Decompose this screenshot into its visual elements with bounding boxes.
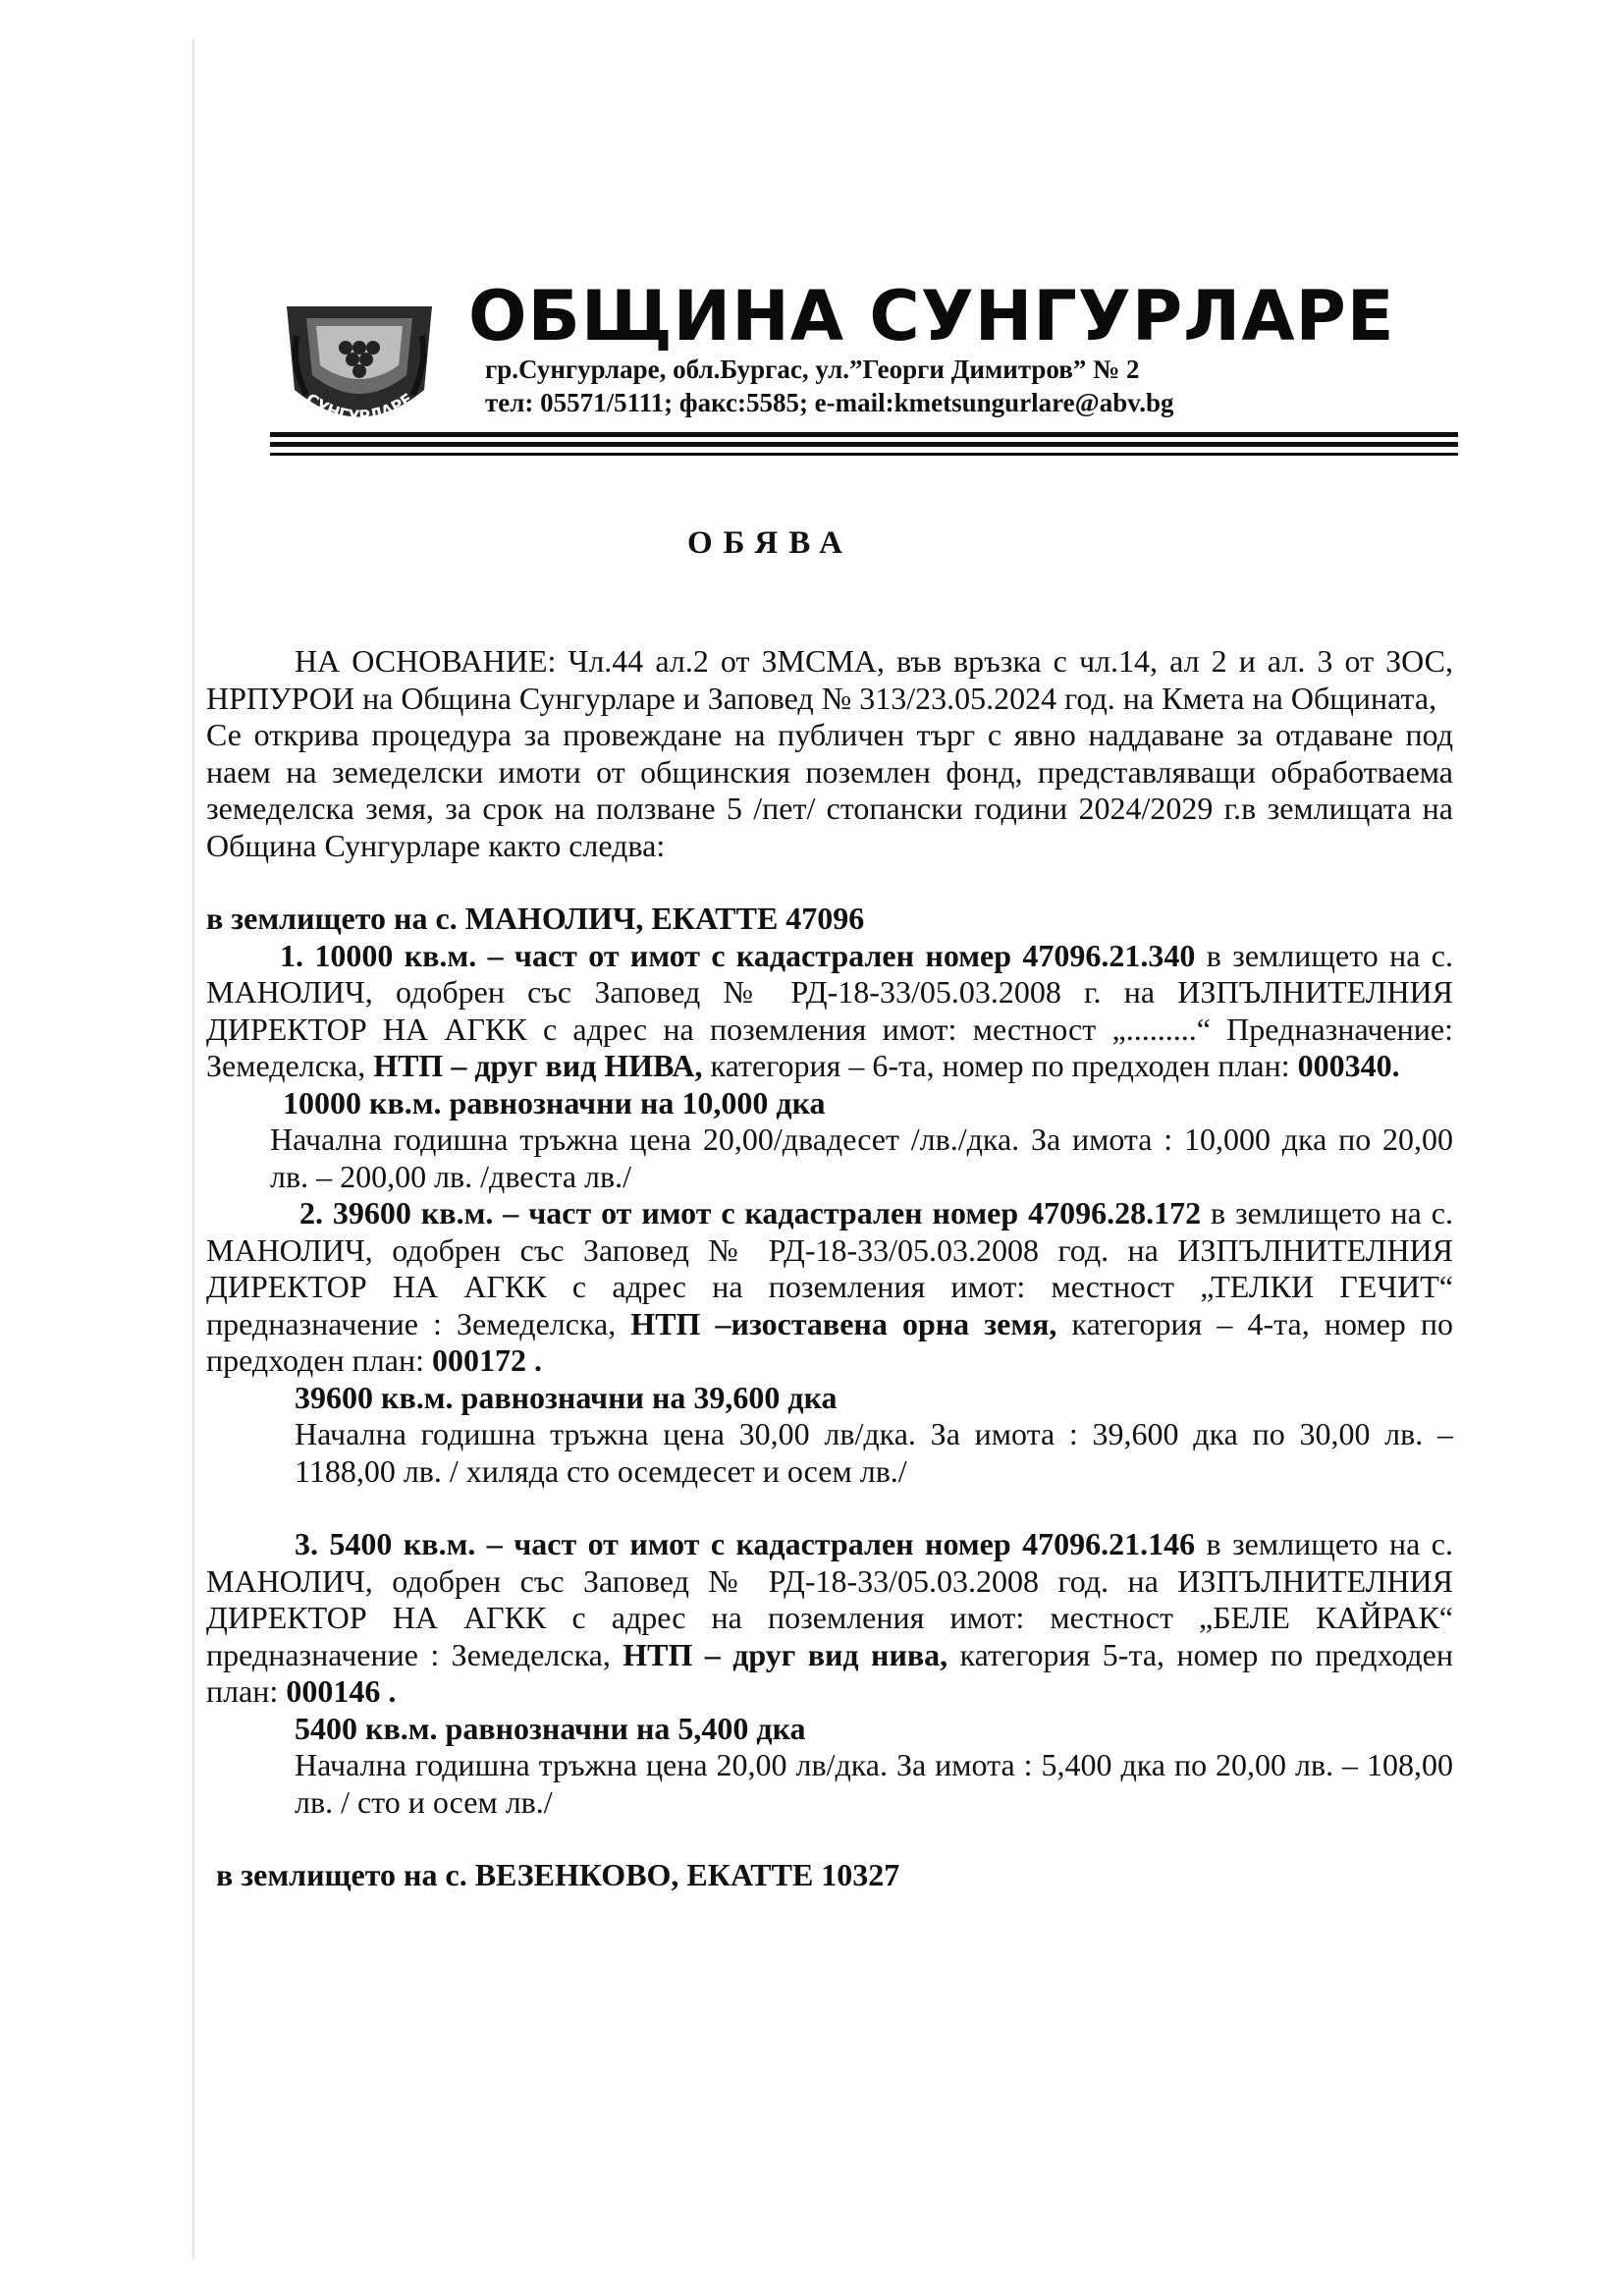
property-2-lead: 2. 39600 кв.м. – част от имот с кадастрален номер 47096.28.172: [299, 1195, 1202, 1230]
property-item-2: [206, 1195, 1453, 1380]
property-3-price: Начална годишна тръжна цена 20,00 лв/дка. За имота : 5,400 дка по 20,00 лв. – 108,00 лв. / сто и осем лв./: [295, 1747, 1453, 1820]
letterhead: [277, 277, 1455, 454]
property-1-text-a: в землището на с. МАНОЛИЧ, одобрен със Заповед № РД-18-33/05.03.2008 г. на ИЗПЪЛНИТЕЛНИЯ ДИРЕКТОР НА АГКК с адрес на поземления имот: местност „.........“ Предназначение: Земеделска,: [206, 937, 1453, 1083]
property-2-ntp: НТП –изоставена орна земя,: [630, 1305, 1057, 1341]
property-3-text-a: в землището на с. МАНОЛИЧ, одобрен със Заповед № РД-18-33/05.03.2008 год. на ИЗПЪЛНИТЕЛНИЯ ДИРЕКТОР НА АГКК с адрес на поземления имот: местност „БЕЛЕ КАЙРАК“ предназначение : Земеделска,: [206, 1526, 1454, 1672]
property-3-ntp: НТП – друг вид нива,: [622, 1636, 948, 1672]
property-2-plan: 000172 .: [431, 1342, 542, 1378]
intro-procedure: Се открива процедура за провеждане на публичен търг с явно наддаване за отдаване под наем на земеделски имоти от общинския поземлен фонд, представляващи обработваема земеделска земя, за срок на ползване 5 /пет/ стопански години 2024/2029 г.в землищата на Община Сунгурларе както следва:: [206, 717, 1453, 863]
property-3-lead: 3. 5400 кв.м. – част от имот с кадастрален номер 47096.21.146: [295, 1526, 1196, 1561]
section-heading-vezenkovo: в землището на с. ВЕЗЕНКОВО, ЕКАТТЕ 10327: [216, 1857, 900, 1892]
property-1-plan: 000340.: [1297, 1048, 1400, 1083]
org-title: ОБЩИНА СУНГУРЛАРЕ: [468, 276, 1395, 356]
document-body: [206, 643, 1453, 1894]
intro-basis: НА ОСНОВАНИЕ: Чл.44 ал.2 от ЗМСМА, във връзка с чл.14, ал 2 и ал. 3 от ЗОС, НРПУРОИ на Община Сунгурларе и Заповед № 313/23.05.2024 год. на Кмета на Общината,: [206, 643, 1453, 716]
header-rule-1: [270, 432, 1458, 437]
section-heading-manolich: в землището на с. МАНОЛИЧ, ЕКАТТЕ 47096: [206, 901, 865, 936]
property-1-price: Начална годишна тръжна цена 20,00/двадесет /лв./дка. За имота : 10,000 дка по 20,00 лв. – 200,00 лв. /двеста лв./: [270, 1121, 1453, 1194]
header-rule-2: [270, 442, 1458, 447]
property-2-equivalence: 39600 кв.м. равнозначни на 39,600 дка: [295, 1379, 838, 1415]
property-1-equivalence: 10000 кв.м. равнозначни на 10,000 дка: [283, 1084, 826, 1121]
property-3-equivalence: 5400 кв.м. равнозначни на 5,400 дка: [295, 1710, 806, 1746]
property-item-1: [206, 938, 1453, 1085]
header-rule-3: [270, 453, 1458, 456]
property-2-text-a: в землището на с. МАНОЛИЧ, одобрен със Заповед № РД-18-33/05.03.2008 год. на ИЗПЪЛНИТЕЛНИЯ ДИРЕКТОР НА АГКК с адрес на поземления имот: местност „ТЕЛКИ ГЕЧИТ“ предназначение : Земеделска,: [206, 1195, 1454, 1341]
municipality-crest-icon: [277, 297, 442, 444]
scan-edge-line: [192, 39, 194, 2259]
document-title: ОБЯВА: [687, 525, 853, 561]
crest-text: СУНГУРЛАРЕ: [302, 389, 416, 426]
property-2-price: Начална годишна тръжна цена 30,00 лв/дка. За имота : 39,600 дка по 30,00 лв. – 1188,00 лв. / хиляда сто осемдесет и осем лв./: [295, 1416, 1453, 1489]
property-1-lead: 1. 10000 кв.м. – част от имот с кадастрален номер 47096.21.340: [280, 937, 1196, 973]
property-2-text-b: категория – 4-та, номер по предходен план:: [206, 1305, 1454, 1378]
org-contacts: тел: 05571/5111; факс:5585; e-mail:kmetsungurlare@abv.bg: [485, 388, 1174, 417]
org-address: гр.Сунгурларе, обл.Бургас, ул.”Георги Димитров” № 2: [485, 355, 1140, 384]
property-1-text-b: категория – 6-та, номер по предходен план:: [702, 1048, 1298, 1083]
property-3-text-b: категория 5-та, номер по предходен план:: [206, 1636, 1454, 1709]
property-1-ntp: НТП – друг вид НИВА,: [373, 1048, 703, 1083]
property-3-plan: 000146 .: [286, 1673, 397, 1709]
property-item-3: [206, 1526, 1453, 1711]
